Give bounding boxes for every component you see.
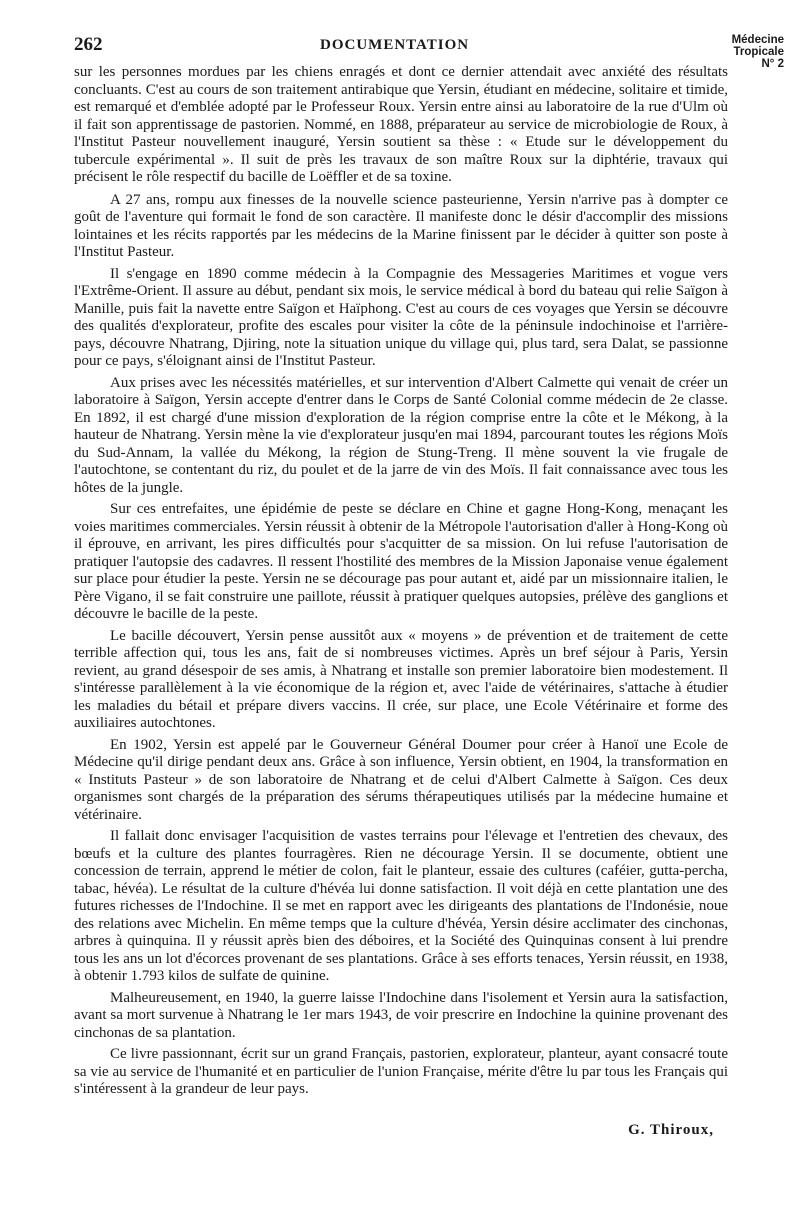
page-number: 262: [74, 34, 103, 55]
journal-issue: N° 2: [761, 58, 784, 70]
paragraph: A 27 ans, rompu aux finesses de la nouvelle science pasteurienne, Yersin n'arrive pas à dompter ce goût de l'aventure qui formait le fond de son caractère. Il manifeste donc le désir d'accomplir des missions lointaines et les récits rapportés par les médecins de la Marine finissent par le décider à quitter son poste à l'Institut Pasteur.: [74, 191, 728, 260]
journal-line: Tropicale: [733, 46, 784, 58]
paragraph: Le bacille découvert, Yersin pense aussitôt aux « moyens » de prévention et de traitement de cette terrible affection qui, tous les ans, fait de si nombreuses victimes. Après un bref séjour à Paris, Yersin revient, au grand désespoir de ses amis, à Nhatrang et installe son premier laboratoire bien modestement. Il s'intéresse parallèlement à la vie économique de la région et, avec l'aide de vétérinaires, s'attache à étudier les maladies du bétail et prépare divers vaccins. Il crée, sur place, une Ecole Vétérinaire et forme des auxiliaires autochtones.: [74, 627, 728, 731]
paragraph: Malheureusement, en 1940, la guerre laisse l'Indochine dans l'isolement et Yersin aura la satisfaction, avant sa mort survenue à Nhatrang le 1er mars 1943, de voir prescrire en Indochine la quinine provenant des cinchonas de sa plantation.: [74, 989, 728, 1041]
paragraph: En 1902, Yersin est appelé par le Gouverneur Général Doumer pour créer à Hanoï une Ecole de Médecine qu'il dirige pendant deux ans. Grâce à son influence, Yersin obtient, en 1904, la transformation en « Instituts Pasteur » de son laboratoire de Nhatrang et de celui d'Albert Calmette à Saïgon. Ces deux organismes sont chargés de la préparation des sérums thérapeutiques utilisés par la médecine humaine et vétérinaire.: [74, 736, 728, 823]
article-body: [74, 64, 728, 1102]
paragraph: sur les personnes mordues par les chiens enragés et dont ce dernier attendait avec anxiété des résultats concluants. C'est au cours de son traitement antirabique que Yersin, étudiant en médecine, solitaire et timide, est remarqué et d'emblée adopté par le Professeur Roux. Yersin entre ainsi au laboratoire de la rue d'Ulm où il fait son apprentissage de pastorien. Nommé, en 1888, préparateur au service de microbiologie de Roux, à l'Institut Pasteur nouvellement inauguré, Yersin soutient sa thèse : « Etude sur le développement du tubercule expérimental ». Il suit de près les travaux de son maître Roux sur la diphtérie, travaux qui précisent le rôle respectif du bacille de Loëffler et de sa toxine.: [74, 64, 728, 185]
paragraph: Il fallait donc envisager l'acquisition de vastes terrains pour l'élevage et l'entretien des chevaux, des bœufs et la culture des plantes fourragères. Rien ne décourage Yersin. Il se documente, obtient une concession de terrain, apprend le métier de colon, fait le planteur, essaie des cultures (caféier, gutta-percha, tabac, hévéa). Le résultat de la culture d'hévéa lui donne satisfaction. Il voit déjà en cette plantation une des futures richesses de l'Indochine. Il se met en rapport avec les dirigeants des plantations de l'Indonésie, noue des relations avec Michelin. En même temps que la culture d'hévéa, Yersin désire acclimater des cinchonas, arbres à quinquina. Il y réussit après bien des déboires, et la Société des Quinquinas consent à lui prendre tous les ans un lot d'écorces provenant de ses plantations. Grâce à ses efforts tenaces, Yersin réussit, en 1938, à obtenir 1.793 kilos de sulfate de quinine.: [74, 828, 728, 984]
journal-line: Médecine: [731, 34, 784, 46]
paragraph: Il s'engage en 1890 comme médecin à la Compagnie des Messageries Maritimes et vogue vers l'Extrême-Orient. Il assure au début, pendant six mois, le service médical à bord du bateau qui relie Saïgon à Manille, puis fait la navette entre Saïgon et Haïphong. C'est au cours de ces voyages que Yersin se découvre des qualités d'explorateur, profite des escales pour visiter la côte de la péninsule indochinoise et l'arrière-pays, découvre Nhatrang, Djiring, note la situation unique du village qui, plus tard, sera Dalat, se passionne pour ce pays, s'éloignant ainsi de l'Institut Pasteur.: [74, 265, 728, 369]
journal-label: [732, 34, 784, 70]
paragraph: Aux prises avec les nécessités matérielles, et sur intervention d'Albert Calmette qui venait de créer un laboratoire à Saïgon, Yersin accepte d'entrer dans le Corps de Santé Colonial comme médecin de 2e classe. En 1892, il est chargé d'une mission d'exploration de la région comprise entre la côte et le Mékong, à la hauteur de Nhatrang. Yersin mène la vie d'explorateur jusqu'en mai 1894, parcourant toutes les régions Moïs du Sud-Annam, la vallée du Mékong, la région de Stung-Treng. Il mène souvent la vie frugale de l'autochtone, se contentant du riz, du poulet et de la jarre de vin des Moïs. Il fait connaissance avec tous les hôtes de la jungle.: [74, 374, 728, 496]
paragraph: Sur ces entrefaites, une épidémie de peste se déclare en Chine et gagne Hong-Kong, menaçant les voies maritimes commerciales. Yersin réussit à obtenir de la Métropole l'autorisation d'aller à Hong-Kong où il éprouve, en arrivant, les pires difficultés pour s'acquitter de sa mission. On lui refuse l'autorisation de pratiquer l'autopsie des cadavres. Il ressent l'hostilité des membres de la Mission Japonaise venue également sur place pour étudier la peste. Yersin ne se décourage pas pour autant et, aidé par un missionnaire italien, le Père Vigano, il se fait construire une paillote, réussit à pratiquer quelques autopsies, prélève des ganglions et découvre le bacille de la peste.: [74, 501, 728, 622]
paragraph: Ce livre passionnant, écrit sur un grand Français, pastorien, explorateur, planteur, ayant consacré toute sa vie au service de l'humanité et en particulier de l'union Française, mérite d'être lu par tous les Français qui s'intéressent à la grandeur de leur pays.: [74, 1046, 728, 1097]
running-title: DOCUMENTATION: [320, 37, 470, 53]
author-signature: G. Thiroux,: [628, 1122, 714, 1138]
